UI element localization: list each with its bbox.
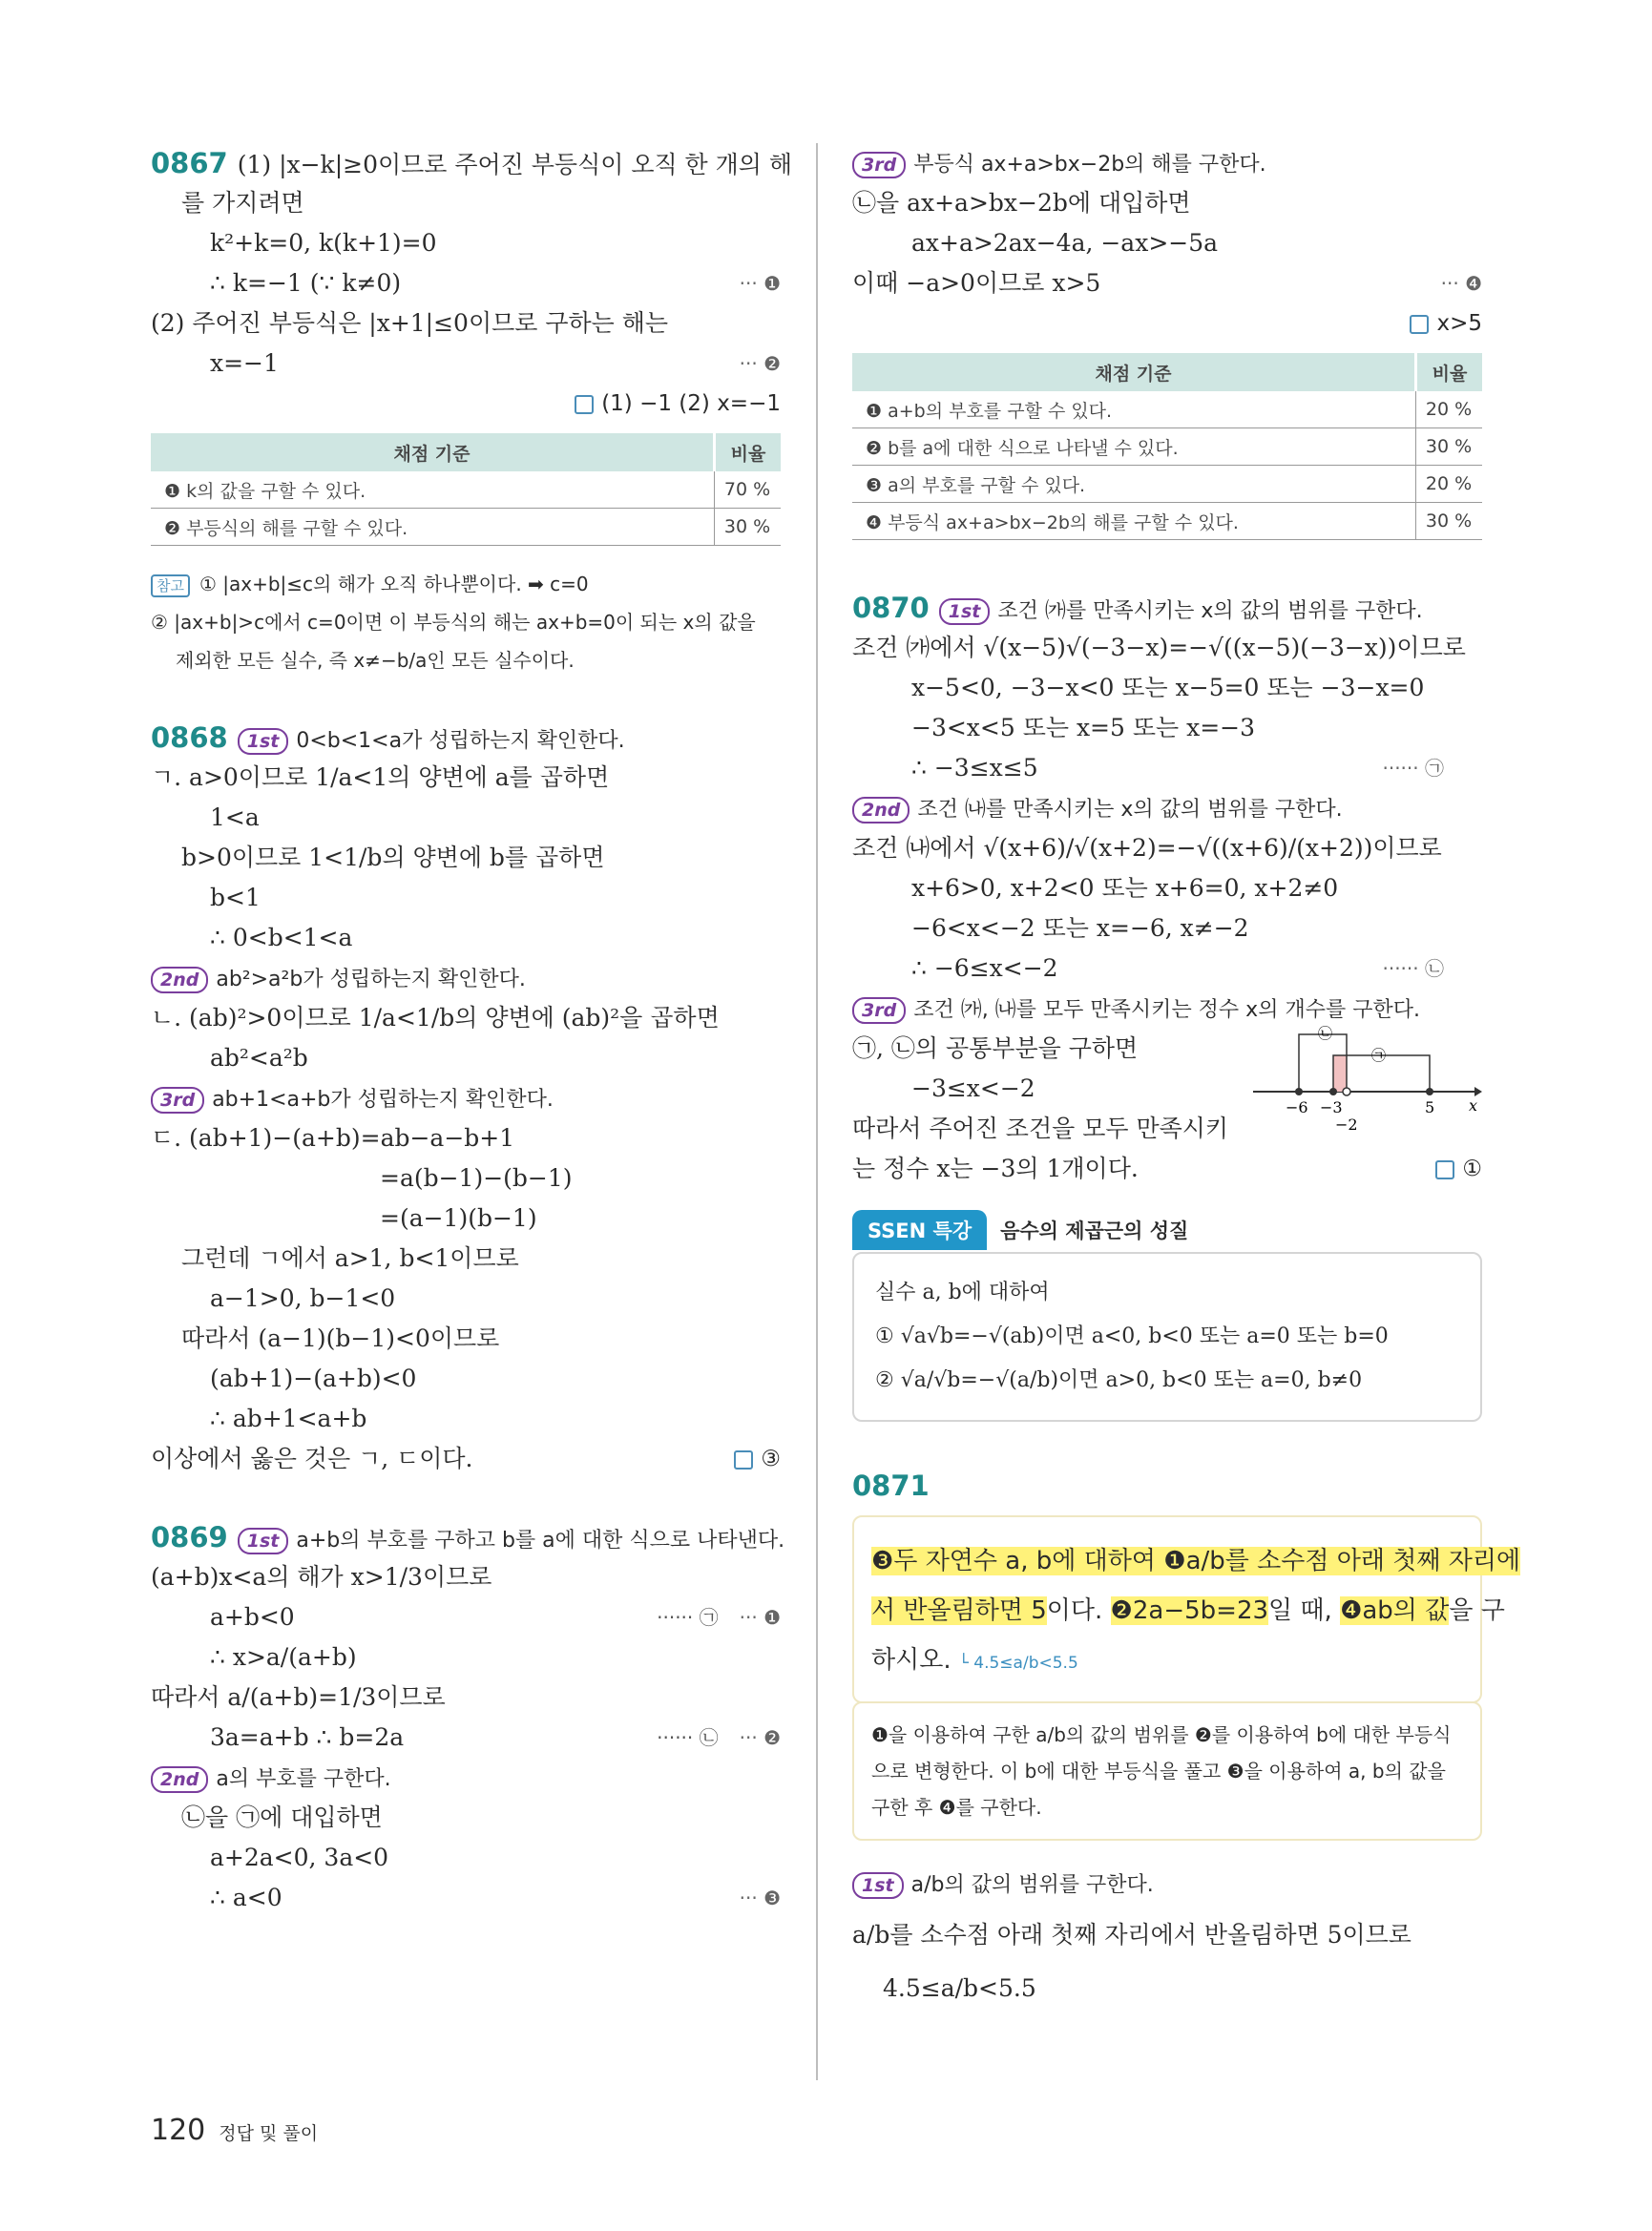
answer-text: ③ bbox=[761, 1447, 781, 1471]
note-line: 제외한 모든 실수, 즉 x≠−b/a인 모든 실수이다. bbox=[176, 649, 575, 672]
math-line: x−5<0, −3−x<0 또는 x−5=0 또는 −3−x=0 bbox=[911, 674, 1425, 701]
text: 일 때, bbox=[1268, 1596, 1341, 1625]
text-line: ㄱ. a>0이므로 1/a<1의 양변에 a를 곱하면 bbox=[151, 763, 610, 791]
math-line: −6<x<−2 또는 x=−6, x≠−2 bbox=[911, 914, 1249, 942]
answer-icon bbox=[734, 1450, 753, 1470]
math-line: −3≤x<−2 bbox=[911, 1074, 1035, 1102]
step-badge: 3rd bbox=[852, 997, 906, 1024]
text-line: (2) 주어진 부등식은 |x+1|≤0이므로 구하는 해는 bbox=[151, 309, 669, 337]
label-b: ㉡ bbox=[1318, 1025, 1333, 1042]
page-footer bbox=[151, 2114, 318, 2147]
problem-number: 0870 bbox=[852, 592, 930, 624]
answer-text: ① bbox=[1462, 1157, 1482, 1181]
text-line: (1) |x−k|≥0이므로 주어진 부등식이 오직 한 개의 해 bbox=[237, 151, 793, 178]
step-title: 조건 ㈎, ㈏를 모두 만족시키는 정수 x의 개수를 구한다. bbox=[913, 998, 1420, 1022]
answer-icon bbox=[575, 395, 594, 414]
problem-number: 0867 bbox=[151, 147, 228, 179]
table-cell: 70 % bbox=[715, 471, 782, 509]
table-cell: ❶ k의 값을 구할 수 있다. bbox=[151, 471, 715, 509]
step-title: ab²>a²b가 성립하는지 확인한다. bbox=[216, 968, 526, 991]
table-cell: 20 % bbox=[1416, 466, 1483, 503]
table-cell: ❸ a의 부호를 구할 수 있다. bbox=[852, 466, 1416, 503]
left-column bbox=[151, 143, 793, 1918]
math-line: ① √a√b=−√(ab)이면 a<0, b<0 또는 a=0 또는 b=0 bbox=[875, 1324, 1389, 1348]
table-row bbox=[151, 509, 781, 546]
math-line: 3a=a+b ∴ b=2a bbox=[210, 1723, 405, 1751]
step-title: 부등식 ax+a>bx−2b의 해를 구한다. bbox=[913, 153, 1266, 177]
math-line: =(a−1)(b−1) bbox=[380, 1204, 537, 1232]
answer-icon bbox=[1435, 1160, 1454, 1179]
table-header: 비율 bbox=[1416, 353, 1483, 391]
note-line: ① |ax+b|≤c의 해가 오직 하나뿐이다. ➡ c=0 bbox=[199, 573, 589, 595]
table-cell: ❷ b를 a에 대한 식으로 나타낼 수 있다. bbox=[852, 428, 1416, 466]
math-line: ② √a/√b=−√(a/b)이면 a>0, b<0 또는 a=0, b≠0 bbox=[875, 1368, 1363, 1392]
note-tag: 참고 bbox=[151, 574, 190, 597]
note-line: ② |ax+b|>c에서 c=0이면 이 부등식의 해는 ax+b=0이 되는 x의 값을 bbox=[151, 611, 756, 634]
math-line: a+b<0 bbox=[210, 1603, 295, 1631]
text-line: (a+b)x<a의 해가 x>1/3이므로 bbox=[151, 1563, 492, 1591]
closed-point bbox=[1295, 1088, 1303, 1095]
ssen-badge: SSEN 특강 bbox=[852, 1210, 987, 1250]
open-point bbox=[1343, 1088, 1350, 1095]
math-line: ∴ a<0 bbox=[210, 1884, 282, 1911]
problem-0869 bbox=[151, 1517, 785, 1918]
step-badge: 1st bbox=[238, 1528, 289, 1554]
text-line: ㉡을 ㉠에 대입하면 bbox=[181, 1804, 383, 1831]
text-line: 실수 a, b에 대하여 bbox=[875, 1281, 1050, 1304]
math-line: a+2a<0, 3a<0 bbox=[210, 1844, 389, 1871]
text: 이다. bbox=[1046, 1596, 1111, 1625]
table-cell: ❹ 부등식 ax+a>bx−2b의 해를 구할 수 있다. bbox=[852, 503, 1416, 540]
annotation: └ 4.5≤a/b<5.5 bbox=[958, 1654, 1078, 1673]
step-mark: ··· ❹ bbox=[1440, 272, 1482, 295]
math-line: 이때 −a>0이므로 x>5 bbox=[852, 269, 1101, 297]
ssen-content bbox=[852, 1252, 1482, 1422]
text-line: ㄴ. (ab)²>0이므로 1/a<1/b의 양변에 (ab)²을 곱하면 bbox=[151, 1004, 720, 1032]
text-line: 따라서 주어진 조건을 모두 만족시키 bbox=[852, 1115, 1229, 1142]
label-a: ㉠ bbox=[1371, 1047, 1387, 1064]
math-line: (ab+1)−(a+b)<0 bbox=[210, 1365, 417, 1392]
right-column bbox=[852, 143, 1521, 2009]
step-badge: 3rd bbox=[151, 1087, 204, 1114]
ssen-special-box bbox=[852, 1210, 1482, 1422]
math-line: ㄷ. (ab+1)−(a+b)=ab−a−b+1 bbox=[151, 1124, 515, 1152]
answer-text: x>5 bbox=[1436, 311, 1482, 336]
table-row bbox=[151, 471, 781, 509]
equation-tag: ······ ㉠ bbox=[657, 1606, 719, 1629]
problem-statement bbox=[852, 1515, 1521, 1703]
math-line: 4.5≤a/b<5.5 bbox=[883, 1974, 1036, 2002]
text-line: 를 가지려면 bbox=[181, 189, 304, 217]
step-title: ab+1<a+b가 성립하는지 확인한다. bbox=[212, 1088, 554, 1112]
hint-line: 으로 변형한다. 이 b에 대한 부등식을 풀고 ❸을 이용하여 a, b의 값을 bbox=[871, 1760, 1446, 1783]
table-cell: 30 % bbox=[1416, 503, 1483, 540]
math-line: ∴ k=−1 (∵ k≠0) bbox=[210, 269, 402, 297]
answer-line bbox=[151, 384, 781, 424]
highlight: ❹ab의 값 bbox=[1340, 1596, 1450, 1625]
step-badge: 1st bbox=[238, 728, 289, 755]
problem-0870 bbox=[852, 588, 1482, 1189]
equation-tag: ······ ㉠ bbox=[1382, 757, 1444, 780]
answer-line bbox=[852, 303, 1482, 344]
step-badge: 1st bbox=[939, 598, 991, 625]
problem-number: 0869 bbox=[151, 1521, 228, 1553]
table-header: 비율 bbox=[715, 433, 782, 471]
problem-number: 0871 bbox=[852, 1470, 930, 1502]
step-badge: 2nd bbox=[852, 797, 910, 824]
math-line: b<1 bbox=[210, 884, 261, 911]
note bbox=[151, 565, 781, 679]
scoring-table bbox=[151, 433, 781, 546]
problem-0871 bbox=[852, 1466, 1521, 2009]
scoring-table bbox=[852, 353, 1482, 540]
math-line: −3<x<5 또는 x=5 또는 x=−3 bbox=[911, 714, 1255, 741]
table-row bbox=[852, 391, 1482, 428]
text: 하시오. bbox=[871, 1646, 951, 1675]
step-badge: 1st bbox=[852, 1872, 904, 1899]
hint-line: 구한 후 ❹를 구한다. bbox=[871, 1796, 1042, 1819]
step-mark: ··· ❷ bbox=[739, 352, 781, 375]
highlight: ❸두 자연수 a, b에 대하여 bbox=[871, 1547, 1164, 1575]
text: 을 구 bbox=[1449, 1596, 1505, 1625]
math-line: k²+k=0, k(k+1)=0 bbox=[210, 229, 437, 257]
highlight: ❷2a−5b=23 bbox=[1110, 1596, 1269, 1625]
common-region bbox=[1333, 1055, 1347, 1092]
problem-0869-continued bbox=[852, 143, 1482, 540]
math-line: ∴ −3≤x≤5 bbox=[911, 754, 1038, 782]
table-cell: ❶ a+b의 부호를 구할 수 있다. bbox=[852, 391, 1416, 428]
step-badge: 3rd bbox=[852, 152, 906, 178]
answer-line bbox=[1435, 1149, 1482, 1189]
footer-label: 정답 및 풀이 bbox=[219, 2123, 319, 2144]
axis-arrow-icon bbox=[1474, 1087, 1482, 1096]
math-line: x+6>0, x+2<0 또는 x+6=0, x+2≠0 bbox=[911, 874, 1339, 902]
highlight: 서 반올림하면 5 bbox=[871, 1596, 1047, 1625]
step-title: a의 부호를 구한다. bbox=[216, 1767, 391, 1791]
math-line: ∴ ab+1<a+b bbox=[210, 1405, 367, 1432]
table-cell: ❷ 부등식의 해를 구할 수 있다. bbox=[151, 509, 715, 546]
text-line: 는 정수 x는 −3의 1개이다. bbox=[852, 1155, 1139, 1182]
math-line: 조건 ㈎에서 √(x−5)√(−3−x)=−√((x−5)(−3−x))이므로 bbox=[852, 634, 1466, 661]
text-line: ㉡을 ax+a>bx−2b에 대입하면 bbox=[852, 189, 1191, 217]
answer-icon bbox=[1410, 315, 1429, 334]
highlight: ❶a/b를 소수점 아래 첫째 자리에 bbox=[1163, 1547, 1521, 1575]
equation-tag: ······ ㉡ bbox=[1382, 957, 1444, 980]
tick-label: −6 bbox=[1286, 1098, 1308, 1116]
hint-box bbox=[852, 1701, 1482, 1841]
page-number: 120 bbox=[151, 2114, 206, 2147]
text-line: 이상에서 옳은 것은 ㄱ, ㄷ이다. bbox=[151, 1445, 473, 1472]
step-mark: ··· ❸ bbox=[739, 1887, 781, 1909]
axis-label: x bbox=[1469, 1096, 1478, 1115]
math-line: x=−1 bbox=[210, 349, 279, 377]
math-line: ∴ 0<b<1<a bbox=[210, 924, 353, 951]
math-line: 조건 ㈏에서 √(x+6)/√(x+2)=−√((x+6)/(x+2))이므로 bbox=[852, 834, 1442, 862]
solution-with-figure bbox=[852, 1025, 1482, 1189]
table-row bbox=[852, 503, 1482, 540]
problem-0868 bbox=[151, 718, 781, 1479]
hint-line: ❶을 이용하여 구한 a/b의 값의 범위를 ❷를 이용하여 b에 대한 부등식 bbox=[871, 1723, 1452, 1746]
closed-point bbox=[1329, 1088, 1337, 1095]
table-header: 채점 기준 bbox=[852, 353, 1416, 391]
step-title: 조건 ㈏를 만족시키는 x의 값의 범위를 구한다. bbox=[917, 798, 1343, 822]
problem-number: 0868 bbox=[151, 721, 228, 754]
tick-label: −3 bbox=[1320, 1098, 1343, 1116]
text-line: 그런데 ㄱ에서 a>1, b<1이므로 bbox=[181, 1244, 519, 1272]
step-badge: 2nd bbox=[151, 967, 208, 993]
text-line: 따라서 (a−1)(b−1)<0이므로 bbox=[181, 1324, 500, 1352]
closed-point bbox=[1426, 1088, 1433, 1095]
column-divider bbox=[816, 143, 818, 2080]
table-cell: 20 % bbox=[1416, 391, 1483, 428]
tick-label: −2 bbox=[1335, 1116, 1358, 1134]
table-cell: 30 % bbox=[1416, 428, 1483, 466]
table-header: 채점 기준 bbox=[151, 433, 715, 471]
table-cell: 30 % bbox=[715, 509, 782, 546]
text-line: ㉠, ㉡의 공통부분을 구하면 bbox=[852, 1034, 1139, 1062]
answer-line bbox=[734, 1439, 781, 1479]
math-line: 1<a bbox=[210, 803, 260, 831]
answer-text: (1) −1 (2) x=−1 bbox=[601, 391, 781, 416]
ssen-title: 음수의 제곱근의 성질 bbox=[1000, 1220, 1189, 1242]
step-badge: 2nd bbox=[151, 1766, 208, 1793]
text-line: 따라서 a/(a+b)=1/3이므로 bbox=[151, 1683, 446, 1711]
step-title: 조건 ㈎를 만족시키는 x의 값의 범위를 구한다. bbox=[997, 599, 1423, 623]
text-line: a/b를 소수점 아래 첫째 자리에서 반올림하면 5이므로 bbox=[852, 1921, 1412, 1949]
table-row bbox=[852, 466, 1482, 503]
step-title: a+b의 부호를 구하고 b를 a에 대한 식으로 나타낸다. bbox=[296, 1529, 785, 1553]
math-line: =a(b−1)−(b−1) bbox=[380, 1164, 573, 1192]
math-line: ab²<a²b bbox=[210, 1044, 308, 1072]
step-title: a/b의 값의 범위를 구한다. bbox=[910, 1873, 1154, 1897]
step-title: 0<b<1<a가 성립하는지 확인한다. bbox=[296, 729, 625, 753]
table-row bbox=[852, 428, 1482, 466]
step-mark: ··· ❷ bbox=[739, 1726, 781, 1749]
number-line-figure bbox=[1253, 1015, 1482, 1139]
tick-label: 5 bbox=[1425, 1098, 1435, 1116]
text-line: b>0이므로 1<1/b의 양변에 b를 곱하면 bbox=[181, 844, 605, 871]
problem-0867 bbox=[151, 143, 793, 679]
step-mark: ··· ❶ bbox=[739, 272, 781, 295]
math-line: ∴ x>a/(a+b) bbox=[210, 1643, 357, 1671]
step-mark: ··· ❶ bbox=[739, 1606, 781, 1629]
math-line: ax+a>2ax−4a, −ax>−5a bbox=[911, 229, 1219, 257]
equation-tag: ······ ㉡ bbox=[657, 1726, 719, 1749]
math-line: a−1>0, b−1<0 bbox=[210, 1284, 396, 1312]
math-line: ∴ −6≤x<−2 bbox=[911, 954, 1058, 982]
